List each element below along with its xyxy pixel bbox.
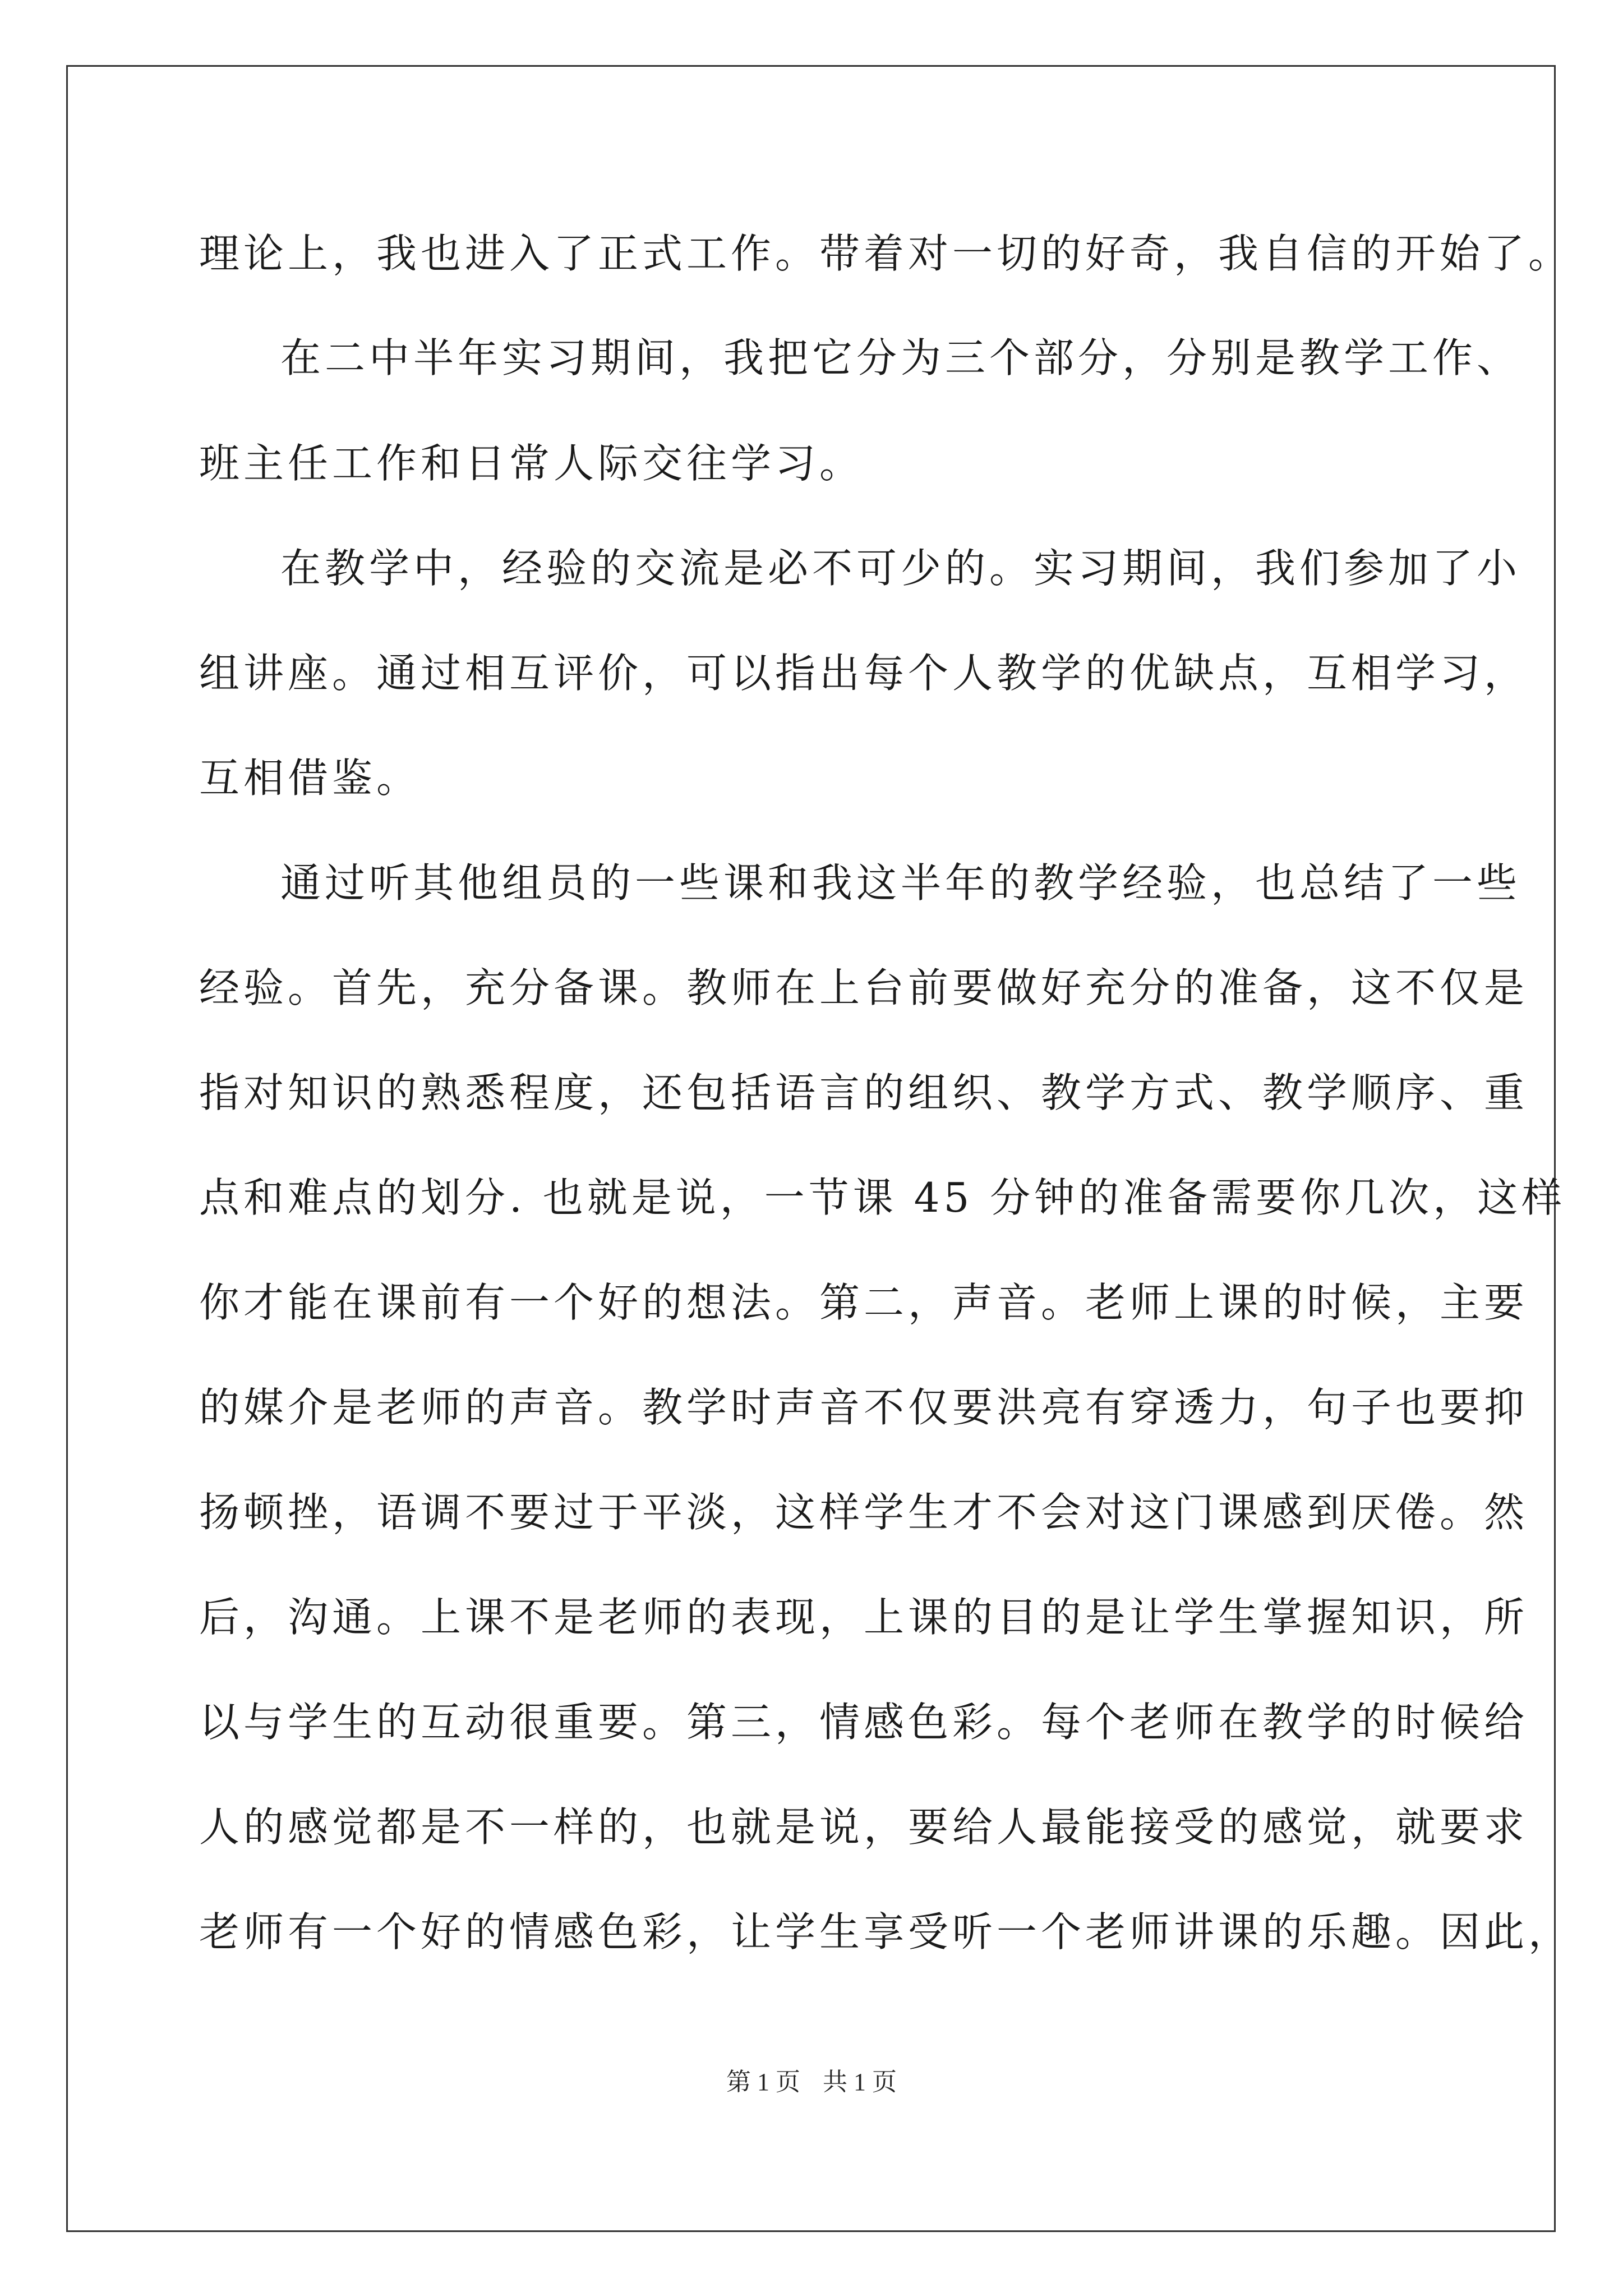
paragraph-line: 指对知识的熟悉程度，还包括语言的组织、教学方式、教学顺序、重	[199, 1069, 1529, 1116]
page-number-current: 第 1 页	[726, 2068, 800, 2096]
paragraph-line: 点和难点的划分. 也就是说，一节课 45 分钟的准备需要你几次，这样	[199, 1174, 1566, 1221]
paragraph-line: 组讲座。通过相互评价，可以指出每个人教学的优缺点，互相学习，	[199, 650, 1529, 697]
paragraph-line: 理论上，我也进入了正式工作。带着对一切的好奇，我自信的开始了。	[199, 230, 1573, 277]
paragraph-line: 通过听其他组员的一些课和我这半年的教学经验，也总结了一些	[280, 859, 1521, 907]
paragraph-line: 班主任工作和日常人际交往学习。	[199, 440, 864, 487]
paragraph-line: 后，沟通。上课不是老师的表现，上课的目的是让学生掌握知识，所	[199, 1594, 1529, 1641]
paragraph-line: 你才能在课前有一个好的想法。第二，声音。老师上课的时候，主要	[199, 1279, 1529, 1326]
paragraph-line: 人的感觉都是不一样的，也就是说，要给人最能接受的感觉，就要求	[199, 1803, 1529, 1851]
paragraph-line: 在二中半年实习期间，我把它分为三个部分，分别是教学工作、	[280, 334, 1521, 381]
paragraph-line: 的媒介是老师的声音。教学时声音不仅要洪亮有穿透力，句子也要抑	[199, 1384, 1529, 1431]
paragraph-line: 在教学中，经验的交流是必不可少的。实习期间，我们参加了小	[280, 545, 1521, 592]
paragraph-line: 老师有一个好的情感色彩，让学生享受听一个老师讲课的乐趣。因此，	[199, 1908, 1573, 1955]
paragraph-line: 互相借鉴。	[199, 754, 421, 802]
paragraph-line: 扬顿挫，语调不要过于平淡，这样学生才不会对这门课感到厌倦。然	[199, 1489, 1529, 1536]
paragraph-line: 经验。首先，充分备课。教师在上台前要做好充分的准备，这不仅是	[199, 964, 1529, 1011]
page-number-total: 共 1 页	[823, 2068, 897, 2096]
paragraph-line: 以与学生的互动很重要。第三，情感色彩。每个老师在教学的时候给	[199, 1699, 1529, 1746]
page-footer	[0, 2065, 1623, 2099]
